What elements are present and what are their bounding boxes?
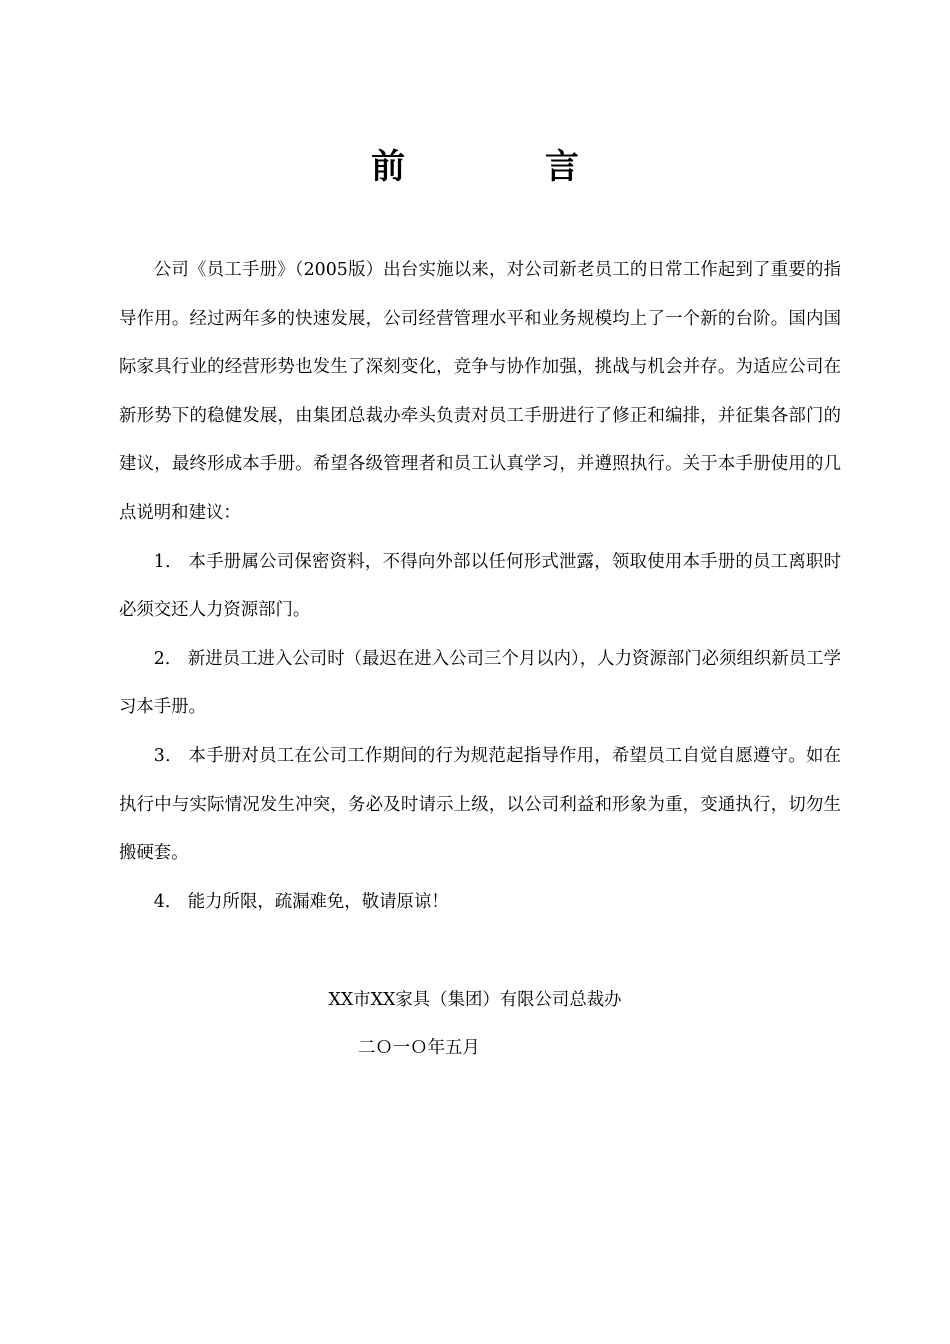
intro-paragraph: 公司《员工手册》（2005版）出台实施以来，对公司新老员工的日常工作起到了重要的指导作用。经过两年多的快速发展，公司经营管理水平和业务规模均上了一个新的台阶。国内国际家具行业的经营形势也发生了深刻变化，竞争与协作加强，挑战与机会并存。为适应公司在新形势下的稳健发展，由集团总裁办牵头负责对员工手册进行了修正和编排，并征集各部门的建议，最终形成本手册。希望各级管理者和员工认真学习，并遵照执行。关于本手册使用的几点说明和建议： <box>119 260 841 523</box>
preface-body <box>119 246 841 926</box>
list-item-3: 3． 本手册对员工在公司工作期间的行为规范起指导作用，希望员工自觉自愿遵守。如在执行中与实际情况发生冲突，务必及时请示上级，以公司利益和形象为重，变通执行，切勿生搬硬套。 <box>119 745 841 864</box>
signature-organization: XX市XX家具（集团）有限公司总裁办 <box>328 990 622 1010</box>
list-item-2: 2． 新进员工进入公司时（最迟在进入公司三个月以内），人力资源部门必须组织新员工学习本手册。 <box>119 648 841 718</box>
list-item-4: 4． 能力所限，疏漏难免，敬请原谅！ <box>153 891 449 912</box>
list-item-1: 1． 本手册属公司保密资料，不得向外部以任何形式泄露，领取使用本手册的员工离职时必须交还人力资源部门。 <box>119 551 841 621</box>
signature-date: 二Ｏ一Ｏ年五月 <box>358 1038 480 1058</box>
page-title: 前 言 <box>371 147 643 187</box>
